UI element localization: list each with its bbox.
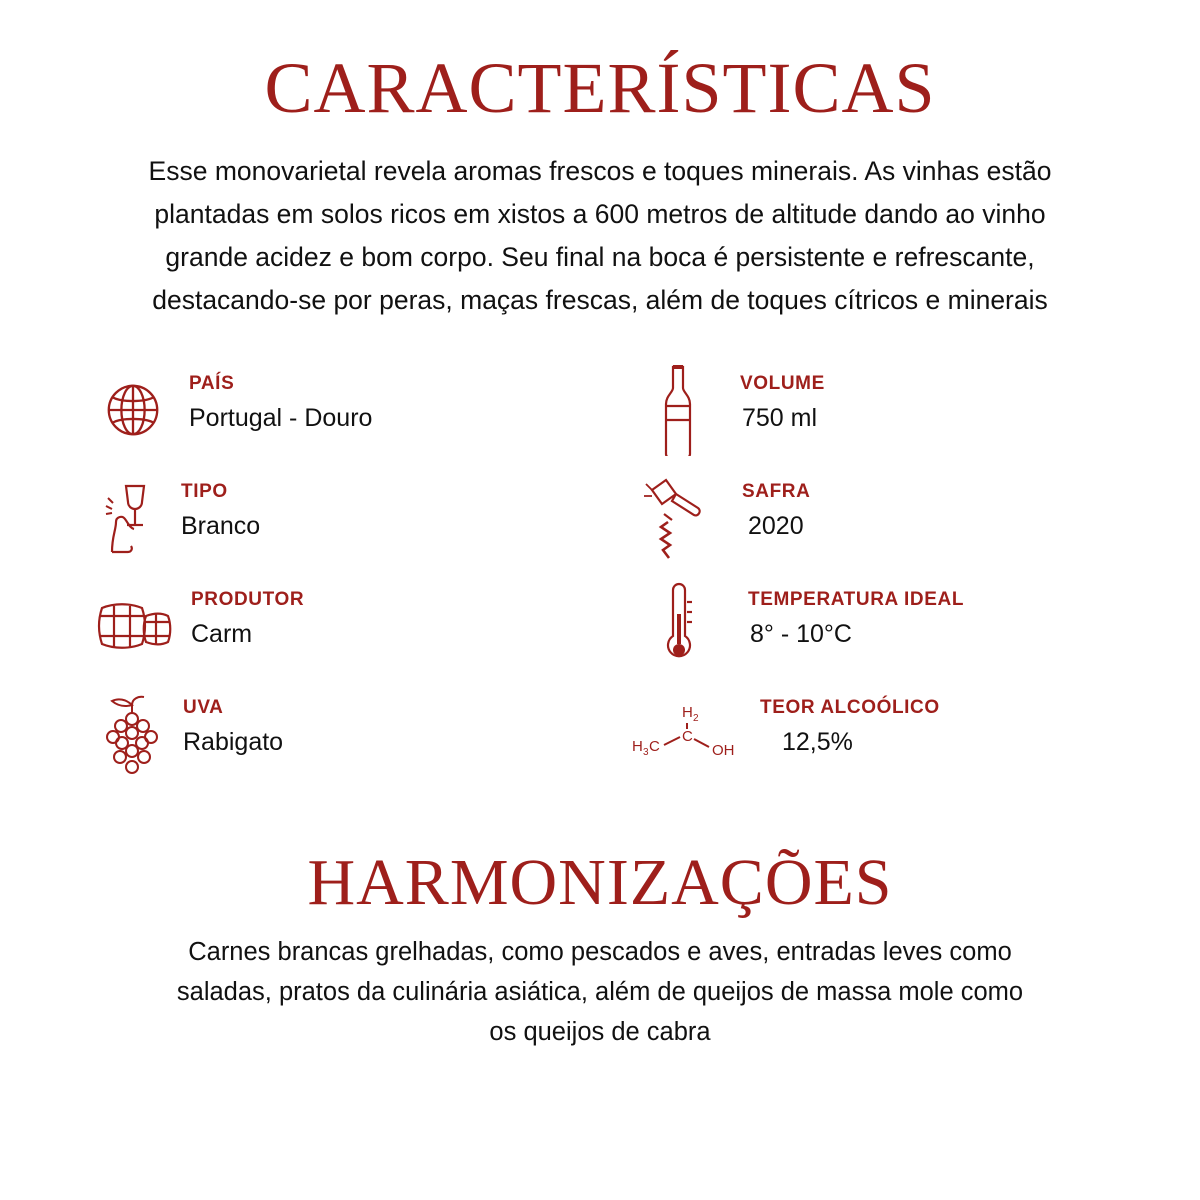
pairings-section [0, 840, 1200, 1052]
spec-item-produtor [85, 578, 570, 680]
spec-text-tipo [181, 470, 260, 539]
pairings-description: Carnes brancas grelhadas, como pescados e aves, entradas leves como saladas, pratos da culinária asiática, além de queijos de massa mole como os queijos de cabra [176, 938, 1024, 1046]
characteristics-description: Esse monovarietal revela aromas frescos e toques minerais. As vinhas estão plantadas em solos ricos em xistos a 600 metros de altitude dando ao vinho grande acidez e bom corpo. Seu final na boca é persistente e refrescante, destacando-se por peras, maças frescas, além de toques cítricos e minerais [148, 156, 1052, 315]
spec-value-pais: Portugal - Douro [189, 404, 373, 432]
svg-text:OH: OH [712, 742, 735, 759]
spec-text-pais [181, 362, 372, 431]
spec-value-temperatura: 8° - 10°C [750, 620, 852, 648]
thermometer-icon [630, 578, 726, 674]
corkscrew-icon [630, 470, 726, 566]
globe-icon [85, 362, 181, 458]
svg-text:C: C [649, 738, 660, 755]
spec-label-volume: VOLUME [740, 373, 825, 394]
characteristics-title: CARACTERÍSTICAS [264, 48, 936, 128]
spec-item-tipo [85, 470, 570, 572]
svg-text:2: 2 [693, 713, 699, 724]
spec-label-produtor: PRODUTOR [191, 589, 305, 610]
spec-value-safra: 2020 [748, 512, 804, 540]
svg-text:H: H [632, 738, 643, 755]
spec-text-uva [181, 686, 283, 755]
spec-item-teor-alcoolico [630, 686, 1115, 788]
spec-label-pais: PAÍS [189, 373, 235, 394]
spec-item-pais [85, 362, 570, 464]
pairings-title: HARMONIZAÇÕES [307, 846, 893, 919]
spec-label-uva: UVA [183, 697, 224, 718]
spec-text-volume [726, 362, 825, 431]
spec-text-safra [726, 470, 810, 539]
spec-text-produtor [181, 578, 304, 647]
spec-value-teor-alcoolico: 12,5% [782, 728, 853, 756]
wine-bottle-icon [630, 362, 726, 458]
spec-label-tipo: TIPO [181, 481, 228, 502]
spec-value-volume: 750 ml [742, 404, 818, 432]
wine-barrel-icon [85, 578, 181, 674]
hand-holding-wine-glass-icon [85, 470, 181, 566]
spec-label-teor-alcoolico: TEOR ALCOÓLICO [760, 697, 940, 718]
spec-item-uva [85, 686, 570, 788]
spec-item-safra [630, 470, 1115, 572]
grapes-icon [85, 686, 181, 782]
svg-text:3: 3 [643, 747, 649, 758]
spec-label-safra: SAFRA [742, 481, 811, 502]
spec-value-uva: Rabigato [183, 728, 284, 756]
spec-label-temperatura: TEMPERATURA IDEAL [748, 589, 965, 610]
spec-text-temperatura [726, 578, 964, 647]
svg-text:H: H [682, 704, 693, 721]
spec-item-volume [630, 362, 1115, 464]
svg-text:C: C [682, 728, 693, 745]
spec-grid [85, 362, 1115, 788]
spec-item-temperatura [630, 578, 1115, 680]
spec-value-tipo: Branco [181, 512, 261, 540]
spec-text-teor-alcoolico [740, 686, 940, 755]
ethanol-molecule-icon [630, 686, 740, 782]
spec-value-produtor: Carm [191, 620, 253, 648]
